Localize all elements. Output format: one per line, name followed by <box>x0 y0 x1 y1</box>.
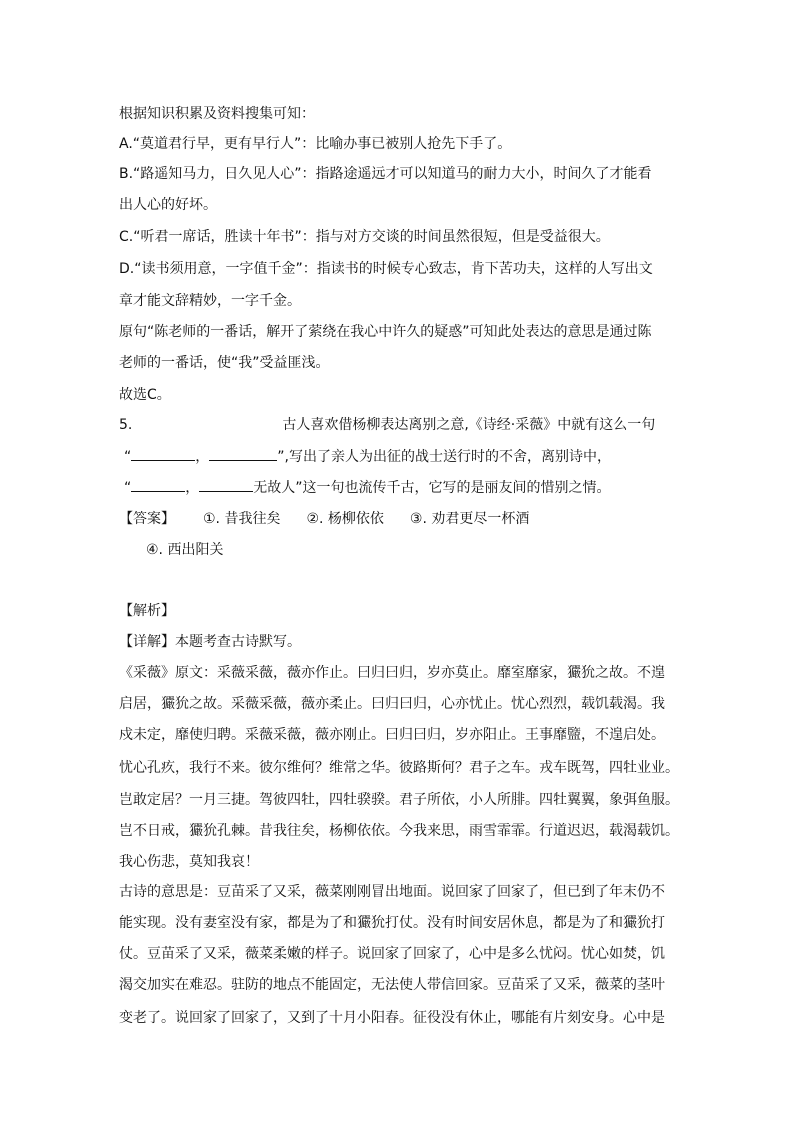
option-d-line1: D.“读书须用意，一字值千金”：指读书的时候专心致志，肯下苦功夫，这样的人写出文 <box>119 261 653 277</box>
analysis-line: 渴交加实在难忍。驻防的地点不能固定，无法使人带信回家。豆苗采了又采，薇菜的茎叶 <box>119 977 665 993</box>
analysis-line: 启居，玁狁之故。采薇采薇，薇亦柔止。曰归曰归，心亦忧止。忧心烈烈，载饥载渴。我 <box>119 696 665 712</box>
analysis-line: 岂敢定居？一月三捷。驾彼四牡，四牡骙骙。君子所依，小人所腓。四牡翼翼，象弭鱼服。 <box>119 792 679 808</box>
analysis-line: 戍未定，靡使归聘。采薇采薇，薇亦刚止。曰归曰归，岁亦阳止。王事靡盬，不遑启处。 <box>119 727 665 743</box>
original-sentence-line1: 原句“陈老师的一番话，解开了萦绕在我心中许久的疑惑”可知此处表达的意思是通过陈 <box>119 324 652 340</box>
answer-blank-3 <box>131 477 185 492</box>
question-number: 5. <box>119 417 133 433</box>
analysis-line: 能实现。没有妻室没有家，都是为了和玁狁打仗。没有时间安居休息，都是为了和玁狁打 <box>119 915 665 931</box>
answer-1: ①. 昔我往矣 <box>203 511 281 527</box>
detail-line: 【详解】本题考查古诗默写。 <box>119 634 301 650</box>
analysis-line: 忧心孔疚，我行不来。彼尔维何？维常之华。彼路斯何？君子之车。戎车既驾，四牡业业。 <box>119 760 679 776</box>
intro-line: 根据知识积累及资料搜集可知： <box>119 106 315 122</box>
question-5-line3 <box>124 477 611 498</box>
option-d-line2: 章才能文辞精妙，一字千金。 <box>119 293 301 309</box>
analysis-line: 仗。豆苗采了又采，薇菜柔嫩的样子。说回家了回家了，心中是多么忧闷。忧心如焚，饥 <box>119 946 665 962</box>
answer-line <box>119 509 529 529</box>
analysis-line: 《采薇》原文：采薇采薇，薇亦作止。曰归曰归，岁亦莫止。靡室靡家，玁狁之故。不遑 <box>119 665 665 681</box>
option-b-line2: 出人心的好坏。 <box>119 197 217 213</box>
question-text: 古人喜欢借杨柳表达离别之意,《诗经·采薇》中就有这么一句 <box>282 417 656 433</box>
question-5-line2 <box>124 446 611 467</box>
open-quote: “ <box>124 480 132 496</box>
question-5-line1 <box>119 415 655 435</box>
open-quote: “ <box>124 449 132 465</box>
answer-blank-1 <box>131 446 195 461</box>
answer-2: ②. 杨柳依依 <box>306 511 384 527</box>
analysis-label: 【解析】 <box>119 603 175 619</box>
question-text: ”,写出了亲人为出征的战士送行时的不舍，离别诗中， <box>277 449 611 465</box>
comma: ， <box>195 449 210 465</box>
answer-label: 【答案】 <box>119 511 175 527</box>
option-c: C.“听君一席话，胜读十年书”：指与对方交谈的时间虽然很短，但是受益很大。 <box>119 229 610 245</box>
analysis-line: 古诗的意思是：豆苗采了又采，薇菜刚刚冒出地面。说回家了回家了，但已到了年末仍不 <box>119 884 665 900</box>
question-text: 无故人”这一句也流传千古，它写的是丽友间的惜别之情。 <box>253 480 611 496</box>
answer-3: ③. 劝君更尽一杯酒 <box>409 511 530 527</box>
comma: ， <box>185 480 200 496</box>
choice-conclusion: 故选C。 <box>119 387 171 403</box>
analysis-line: 我心伤悲，莫知我哀！ <box>119 854 259 870</box>
original-sentence-line2: 老师的一番话，使“我”受益匪浅。 <box>119 355 330 371</box>
analysis-line: 变老了。说回家了回家了，又到了十月小阳春。征役没有休止，哪能有片刻安身。心中是 <box>119 1010 665 1026</box>
answer-4: ④. 西出阳关 <box>146 542 224 558</box>
option-a: A.“莫道君行早，更有早行人”：比喻办事已被别人抢先下手了。 <box>119 136 512 152</box>
answer-blank-2 <box>209 446 277 461</box>
analysis-line: 岂不日戒，玁狁孔棘。昔我往矣，杨柳依依。今我来思，雨雪霏霏。行道迟迟，载渴载饥。 <box>119 823 679 839</box>
answer-blank-4 <box>199 477 253 492</box>
option-b-line1: B.“路遥知马力，日久见人心”：指路途遥远才可以知道马的耐力大小，时间久了才能看 <box>119 166 652 182</box>
